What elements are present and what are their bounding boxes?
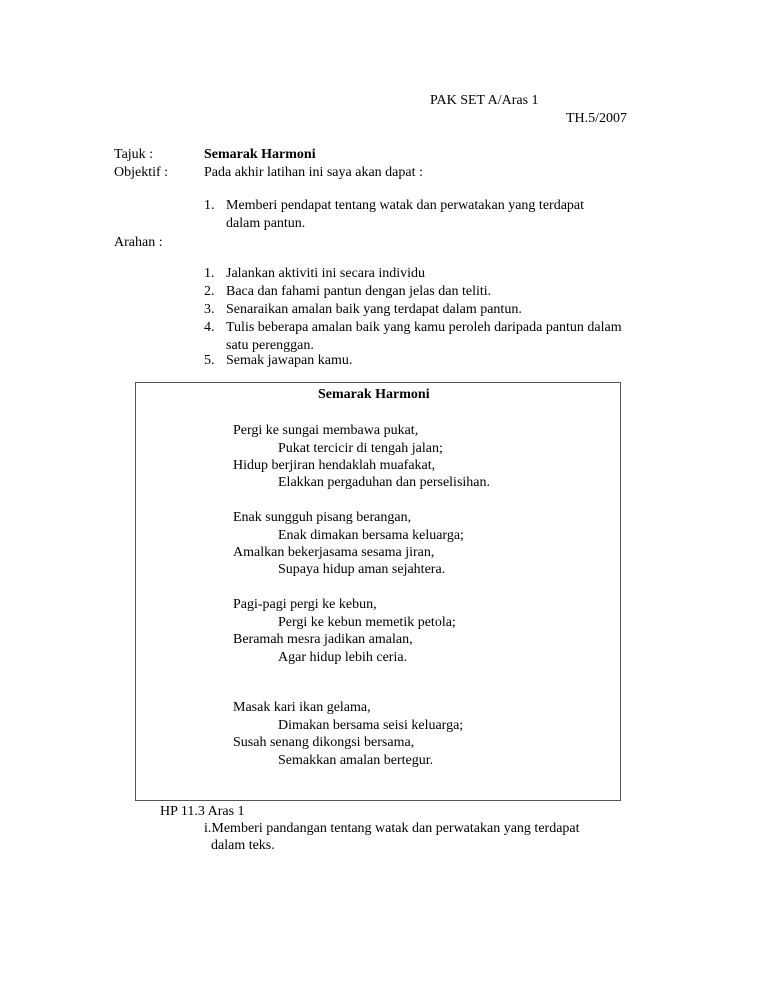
poem-line: Semakkan amalan bertegur.	[278, 753, 434, 768]
poem-title: Semarak Harmoni	[318, 387, 430, 402]
arahan-item-text-cont: satu perenggan.	[226, 338, 314, 353]
arahan-item-text: Jalankan aktiviti ini secara individu	[226, 266, 426, 281]
hp-description-cont: dalam teks.	[211, 838, 275, 853]
poem-line: Masak kari ikan gelama,	[233, 700, 371, 715]
poem-line: Pergi ke sungai membawa pukat,	[233, 423, 419, 438]
tajuk-value: Semarak Harmoni	[204, 147, 316, 162]
hp-code: HP 11.3 Aras 1	[160, 804, 245, 819]
poem-line: Beramah mesra jadikan amalan,	[233, 632, 413, 647]
arahan-item-num: 5.	[204, 353, 215, 368]
poem-line: Agar hidup lebih ceria.	[278, 650, 408, 665]
arahan-item-num: 2.	[204, 284, 215, 299]
arahan-item-text: Baca dan fahami pantun dengan jelas dan teliti.	[226, 284, 492, 299]
arahan-item-num: 1.	[204, 266, 215, 281]
poem-line: Pagi-pagi pergi ke kebun,	[233, 597, 377, 612]
tajuk-label: Tajuk :	[114, 147, 154, 162]
poem-line: Supaya hidup aman sejahtera.	[278, 562, 446, 577]
poem-line: Enak dimakan bersama keluarga;	[278, 528, 464, 543]
year-code: TH.5/2007	[566, 111, 628, 126]
poem-line: Enak sungguh pisang berangan,	[233, 510, 412, 525]
arahan-item-text: Tulis beberapa amalan baik yang kamu peroleh daripada pantun dalam	[226, 320, 622, 335]
poem-line: Dimakan bersama seisi keluarga;	[278, 718, 464, 733]
poem-line: Elakkan pergaduhan dan perselisihan.	[278, 475, 491, 490]
set-code: PAK SET A/Aras 1	[430, 93, 539, 108]
poem-line: Pergi ke kebun memetik petola;	[278, 615, 456, 630]
objektif-intro: Pada akhir latihan ini saya akan dapat :	[204, 165, 423, 180]
arahan-label: Arahan :	[114, 235, 163, 250]
poem-line: Hidup berjiran hendaklah muafakat,	[233, 458, 436, 473]
poem-line: Amalkan bekerjasama sesama jiran,	[233, 545, 435, 560]
arahan-item-text: Semak jawapan kamu.	[226, 353, 353, 368]
objektif-item-num: 1.	[204, 198, 215, 213]
objektif-label: Objektif :	[114, 165, 169, 180]
hp-description: i.Memberi pandangan tentang watak dan perwatakan yang terdapat	[204, 821, 580, 836]
arahan-item-text: Senaraikan amalan baik yang terdapat dalam pantun.	[226, 302, 522, 317]
poem-line: Pukat tercicir di tengah jalan;	[278, 441, 443, 456]
poem-line: Susah senang dikongsi bersama,	[233, 735, 415, 750]
objektif-item-line1: Memberi pendapat tentang watak dan perwatakan yang terdapat	[226, 198, 585, 213]
objektif-item-line2: dalam pantun.	[226, 216, 306, 231]
arahan-item-num: 4.	[204, 320, 215, 335]
arahan-item-num: 3.	[204, 302, 215, 317]
